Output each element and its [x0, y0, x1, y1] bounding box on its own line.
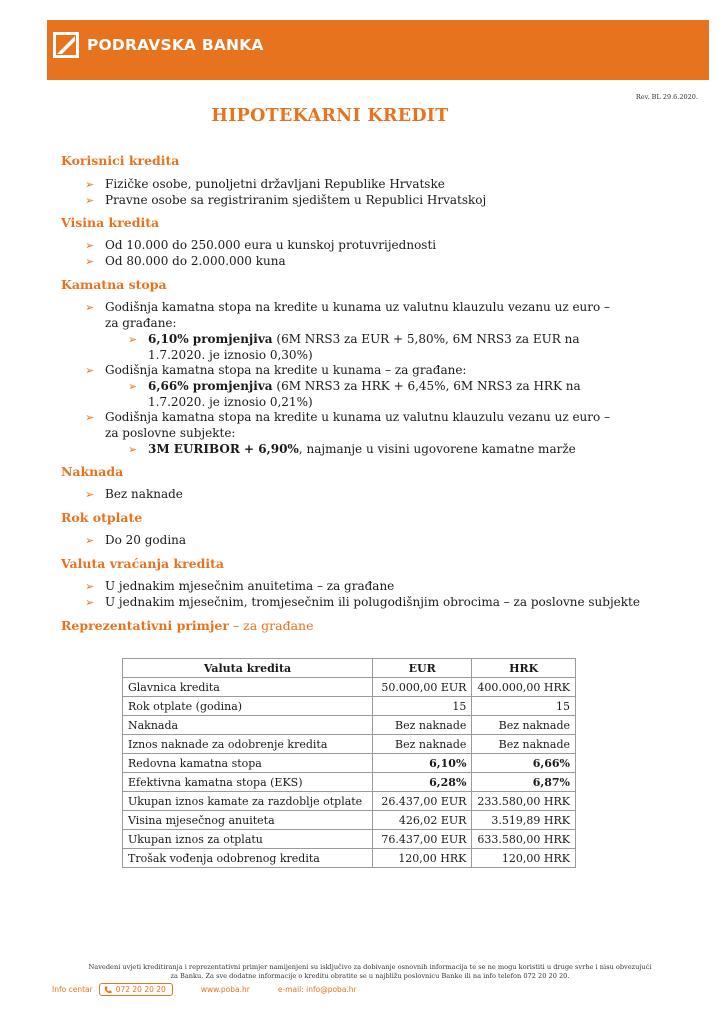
table-row — [123, 792, 576, 811]
table-row — [123, 735, 576, 754]
list-item: ➢ Godišnja kamatna stopa na kredite u kunama – za građane: — [85, 363, 467, 377]
section-subtitle: – za građane — [228, 618, 314, 633]
list-item: ➢ Od 10.000 do 250.000 eura u kunskoj protuvrijednosti — [85, 238, 437, 252]
hrk-value: 633.580,00 HRK — [472, 830, 576, 849]
table-row — [123, 811, 576, 830]
eur-value: 15 — [373, 697, 472, 716]
arrow-right-icon: ➢ — [85, 580, 95, 593]
footer-contact — [52, 983, 357, 996]
table-body — [123, 678, 576, 868]
eur-value: 76.437,00 EUR — [373, 830, 472, 849]
revision-label: Rev. BL 29.6.2020. — [635, 93, 698, 101]
list-item: ➢ Fizičke osobe, punoljetni državljani Republike Hrvatske — [85, 177, 445, 191]
arrow-right-icon: ➢ — [85, 534, 95, 547]
arrow-right-icon: ➢ — [85, 596, 95, 609]
arrow-right-icon: ➢ — [85, 239, 95, 252]
brand-name: PODRAVSKA BANKA — [87, 36, 264, 54]
list-item: ➢ Godišnja kamatna stopa na kredite u kunama uz valutnu klauzulu vezanu uz euro – za građane: — [85, 300, 611, 330]
podravska-logo-icon — [53, 32, 79, 58]
list-item-sub: ➢ 6,10% promjenjiva (6M NRS3 za EUR + 5,80%, 6M NRS3 za EUR na 1.7.2020. je iznosio 0,30%) — [128, 332, 580, 362]
email-link[interactable]: e-mail: info@poba.hr — [277, 985, 357, 994]
arrow-right-icon: ➢ — [128, 380, 138, 393]
hrk-value: Bez naknade — [472, 716, 576, 735]
arrow-right-icon: ➢ — [85, 411, 95, 424]
hrk-value: 6,66% — [472, 754, 576, 773]
hrk-value: 6,87% — [472, 773, 576, 792]
table-row — [123, 716, 576, 735]
disclaimer: Navedeni uvjeti kreditiranja i reprezentativni primjer namijenjeni su isključivo za dobivanje osnovnih informacija te se ne mogu koristiti u druge svrhe i nisu obvezujući za Banku. Za sve dodatne informacije o kreditu obratite se u najbližu poslovnicu Banke ili na info telefon 072 20 20 20. — [88, 963, 652, 980]
list-item: ➢ Pravne osobe sa registriranim sjedištem u Republici Hrvatskoj — [85, 193, 487, 207]
eur-value: 50.000,00 EUR — [373, 678, 472, 697]
hrk-value: 233.580,00 HRK — [472, 792, 576, 811]
list-item: ➢ U jednakim mjesečnim, tromjesečnim ili polugodišnjim obrocima – za poslovne subjekte — [85, 595, 640, 609]
eur-value: 6,10% — [373, 754, 472, 773]
table-row — [123, 773, 576, 792]
row-label: Ukupan iznos za otplatu — [123, 830, 373, 849]
table-header-row — [123, 659, 576, 678]
document-title: HIPOTEKARNI KREDIT — [211, 106, 449, 126]
table-row — [123, 754, 576, 773]
row-label: Rok otplate (godina) — [123, 697, 373, 716]
list-item: ➢ U jednakim mjesečnim anuitetima – za građane — [85, 579, 395, 593]
eur-value: Bez naknade — [373, 735, 472, 754]
arrow-right-icon: ➢ — [128, 333, 138, 346]
hrk-value: 120,00 HRK — [472, 849, 576, 868]
section-title-korisnici: Korisnici kredita — [61, 153, 180, 168]
list-item: ➢ Od 80.000 do 2.000.000 kuna — [85, 254, 286, 268]
hrk-value: Bez naknade — [472, 735, 576, 754]
table-row — [123, 849, 576, 868]
row-label: Ukupan iznos kamate za razdoblje otplate — [123, 792, 373, 811]
arrow-right-icon: ➢ — [85, 364, 95, 377]
arrow-right-icon: ➢ — [85, 255, 95, 268]
hrk-value: 15 — [472, 697, 576, 716]
eur-value: 120,00 HRK — [373, 849, 472, 868]
website-link[interactable]: www.poba.hr — [200, 985, 250, 994]
header-banner — [47, 20, 709, 80]
arrow-right-icon: ➢ — [128, 443, 138, 456]
table-row — [123, 678, 576, 697]
hrk-value: 3.519,89 HRK — [472, 811, 576, 830]
row-label: Efektivna kamatna stopa (EKS) — [123, 773, 373, 792]
row-label: Naknada — [123, 716, 373, 735]
list-item: ➢ Do 20 godina — [85, 533, 187, 547]
arrow-right-icon: ➢ — [85, 194, 95, 207]
arrow-right-icon: ➢ — [85, 488, 95, 501]
phone-link[interactable]: 072 20 20 20 — [99, 983, 173, 996]
list-item: ➢ Bez naknade — [85, 487, 183, 501]
table-row — [123, 697, 576, 716]
eur-value: 26.437,00 EUR — [373, 792, 472, 811]
row-label: Redovna kamatna stopa — [123, 754, 373, 773]
section-title-visina: Visina kredita — [61, 215, 160, 230]
hrk-value: 400.000,00 HRK — [472, 678, 576, 697]
column-header: EUR — [373, 659, 472, 678]
list-item: ➢ Godišnja kamatna stopa na kredite u kunama uz valutnu klauzulu vezanu uz euro – za poslovne subjekte: — [85, 410, 611, 440]
row-label: Trošak vođenja odobrenog kredita — [123, 849, 373, 868]
rate-hrk: 6,66% promjenjiva — [148, 379, 273, 393]
list-item-sub: ➢ 6,66% promjenjiva (6M NRS3 za HRK + 6,45%, 6M NRS3 za HRK na 1.7.2020. je iznosio 0,21%) — [128, 379, 581, 409]
eur-value: 6,28% — [373, 773, 472, 792]
section-title-rok: Rok otplate — [61, 510, 143, 525]
arrow-right-icon: ➢ — [85, 178, 95, 191]
rate-eur: 6,10% promjenjiva — [148, 332, 273, 346]
section-title-primjer: Reprezentativni primjer – za građane — [61, 618, 314, 633]
row-label: Visina mjesečnog anuiteta — [123, 811, 373, 830]
representative-example-table — [122, 658, 576, 868]
section-title-valuta: Valuta vraćanja kredita — [61, 556, 224, 571]
section-title-kamatna: Kamatna stopa — [61, 277, 167, 292]
eur-value: 426,02 EUR — [373, 811, 472, 830]
table-row — [123, 830, 576, 849]
brand-logo[interactable] — [53, 32, 264, 58]
section-title-naknada: Naknada — [61, 464, 124, 479]
arrow-right-icon: ➢ — [85, 301, 95, 314]
list-item-sub: ➢ 3M EURIBOR + 6,90%, najmanje u visini ugovorene kamatne marže — [128, 442, 576, 456]
column-header: Valuta kredita — [123, 659, 373, 678]
row-label: Glavnica kredita — [123, 678, 373, 697]
column-header: HRK — [472, 659, 576, 678]
info-center-label: Info centar — [52, 985, 93, 994]
eur-value: Bez naknade — [373, 716, 472, 735]
rate-business: 3M EURIBOR + 6,90% — [148, 442, 299, 456]
phone-icon — [104, 986, 112, 994]
row-label: Iznos naknade za odobrenje kredita — [123, 735, 373, 754]
